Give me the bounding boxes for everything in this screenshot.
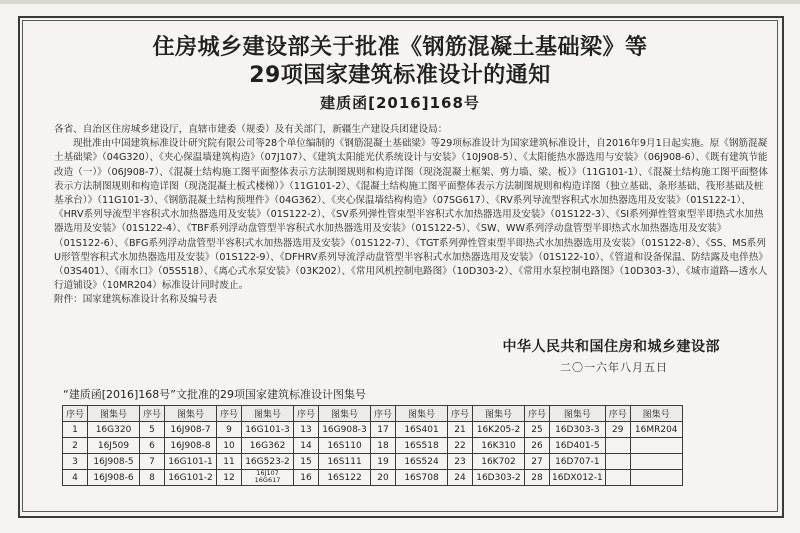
cell-seq: 25 bbox=[525, 422, 550, 438]
cell-atlas-number: 16J908-5 bbox=[88, 454, 140, 470]
cell-atlas-number: 16DX012-1 bbox=[550, 470, 606, 486]
cell-atlas-number: 16G362 bbox=[242, 438, 294, 454]
cell-atlas-number: 16K310 bbox=[473, 438, 525, 454]
scan-edge bbox=[0, 0, 800, 4]
table-row bbox=[63, 470, 683, 486]
cell-atlas-number: 16MR204 bbox=[630, 422, 682, 438]
notice-body bbox=[54, 123, 770, 308]
notice-title-line2: 29项国家建筑标准设计的通知 bbox=[249, 63, 551, 88]
cell-seq: 15 bbox=[294, 454, 319, 470]
table-caption: “建质函[2016]168号”文批准的29项国家建筑标准设计图集号 bbox=[63, 388, 366, 401]
cell-seq: 28 bbox=[525, 470, 550, 486]
cell-seq bbox=[605, 470, 630, 486]
cell-atlas-number bbox=[630, 454, 682, 470]
cell-seq: 20 bbox=[371, 470, 396, 486]
cell-seq: 10 bbox=[217, 438, 242, 454]
table-row bbox=[63, 454, 683, 470]
cell-seq: 21 bbox=[448, 422, 473, 438]
cell-atlas-number: 16G101-1 bbox=[165, 454, 217, 470]
cell-seq: 19 bbox=[371, 454, 396, 470]
cell-seq: 1 bbox=[63, 422, 88, 438]
cell-seq: 6 bbox=[140, 438, 165, 454]
cell-seq: 9 bbox=[217, 422, 242, 438]
table-header-row bbox=[63, 406, 683, 422]
cell-atlas-number bbox=[630, 438, 682, 454]
cell-atlas-number: 16J509 bbox=[88, 438, 140, 454]
cell-seq: 24 bbox=[448, 470, 473, 486]
header-code: 图集号 bbox=[242, 406, 294, 422]
header-seq: 序号 bbox=[605, 406, 630, 422]
table-body bbox=[63, 422, 683, 486]
header-code: 图集号 bbox=[473, 406, 525, 422]
header-code: 图集号 bbox=[319, 406, 371, 422]
cell-seq: 4 bbox=[63, 470, 88, 486]
cell-atlas-number bbox=[630, 470, 682, 486]
cell-seq: 29 bbox=[605, 422, 630, 438]
cell-atlas-number: 16K205-2 bbox=[473, 422, 525, 438]
notice-title-line1: 住房城乡建设部关于批准《钢筋混凝土基础梁》等 bbox=[152, 35, 648, 60]
cell-seq: 23 bbox=[448, 454, 473, 470]
cell-seq: 17 bbox=[371, 422, 396, 438]
cell-seq: 18 bbox=[371, 438, 396, 454]
header-seq: 序号 bbox=[63, 406, 88, 422]
header-code: 图集号 bbox=[88, 406, 140, 422]
cell-seq: 12 bbox=[217, 470, 242, 486]
header-code: 图集号 bbox=[396, 406, 448, 422]
cell-atlas-number: 16S122 bbox=[319, 470, 371, 486]
cell-seq: 26 bbox=[525, 438, 550, 454]
cell-atlas-number: 16G101-2 bbox=[165, 470, 217, 486]
cell-atlas-number: 16S524 bbox=[396, 454, 448, 470]
header-code: 图集号 bbox=[165, 406, 217, 422]
cell-atlas-number: 16J908-6 bbox=[88, 470, 140, 486]
cell-seq: 7 bbox=[140, 454, 165, 470]
cell-atlas-number: 16D707-1 bbox=[550, 454, 606, 470]
cell-seq: 22 bbox=[448, 438, 473, 454]
issuing-authority: 中华人民共和国住房和城乡建设部 bbox=[502, 339, 720, 355]
cell-seq: 27 bbox=[525, 454, 550, 470]
cell-atlas-number: 16J908-7 bbox=[165, 422, 217, 438]
header-seq: 序号 bbox=[371, 406, 396, 422]
cell-atlas-number: 16G523-2 bbox=[242, 454, 294, 470]
cell-seq: 5 bbox=[140, 422, 165, 438]
cell-seq: 3 bbox=[63, 454, 88, 470]
table-row bbox=[63, 438, 683, 454]
cell-seq bbox=[605, 454, 630, 470]
cell-atlas-number: 16J107 16G617 bbox=[242, 470, 294, 486]
cell-atlas-number: 16D303-2 bbox=[473, 470, 525, 486]
cell-seq: 8 bbox=[140, 470, 165, 486]
cell-atlas-number: 16D401-5 bbox=[550, 438, 606, 454]
cell-seq: 2 bbox=[63, 438, 88, 454]
salutation: 各省、自治区住房城乡建设厅，直辖市建委（规委）及有关部门，新疆生产建设兵团建设局： bbox=[54, 124, 448, 135]
header-code: 图集号 bbox=[550, 406, 606, 422]
cell-seq: 11 bbox=[217, 454, 242, 470]
approval-paragraph: 现批准由中国建筑标准设计研究院有限公司等28个单位编制的《钢筋混凝土基础梁》等29项标准设计为国家建筑标准设计，自2016年9月1日起实施。原《钢筋混凝土基础梁》（04G320）、《夹心保温墙建筑构造》（07J107）、《建筑太阳能光伏系统设计与安装》（10J908-5）、《太阳能热水器选用与安装》（06J908-6）、《既有建筑节能改造（一）》（06J908-7）、《混凝土结构施工图平面整体表示方法制图规则和构造详图（现浇混凝土框架、剪力墙、梁、板）》（11G101-1）、《混凝土结构施工图平面整体表示方法制图规则和构造详图（现浇混凝土板式楼梯）》（11G101-2）、《混凝土结构施工图平面整体表示方法制图规则和构造详图（独立基础、条形基础、筏形基础及桩基承台）》（11G101-3）、《钢筋混凝土结构预埋件》（04G362）、《夹心保温墙结构构造》（07SG617）、《RV系列导流型容积式水加热器选用及安装》（01S122-1）、《HRV系列导流型半容积式水加热器选用及安装》（01S122-2）、《SV系列弹性管束型半容积式水加热器选用及安装》（01S122-3）、《SI系列弹性管束型半即热式水加热器选用及安装》（01S122-4）、《TBF系列浮动盘管型半容积式水加热器选用及安装》（01S122-5）、《SW、WW系列浮动盘管型半即热式水加热器选用及安装》（01S122-6）、《BFG系列浮动盘管型半容积式水加热器选用及安装》（01S122-7）、《TGT系列弹性管束型半即热式水加热器选用及安装》（01S122-8）、《SS、MS系列U形管型容积式水加热器选用及安装》（01S122-9）、《DFHRV系列导流浮动盘管型半容积式水加热器选用及安装》（01S122-10）、《管道和设备保温、防结露及电伴热》（03S401）、《雨水口》（05S518）、《离心式水泵安装》（03K202）、《常用风机控制电路图》（10D303-2）、《常用水泵控制电路图》（10D303-3）、《城市道路—透水人行道铺设》（10MR204）标准设计同时废止。 bbox=[54, 138, 768, 292]
document-number: 建质函[2016]168号 bbox=[320, 94, 480, 112]
header-seq: 序号 bbox=[448, 406, 473, 422]
atlas-number-table bbox=[62, 405, 683, 486]
header-seq: 序号 bbox=[525, 406, 550, 422]
cell-atlas-number: 16S111 bbox=[319, 454, 371, 470]
header-seq: 序号 bbox=[217, 406, 242, 422]
cell-seq: 16 bbox=[294, 470, 319, 486]
cell-atlas-number: 16J908-8 bbox=[165, 438, 217, 454]
cell-atlas-number: 16G908-3 bbox=[319, 422, 371, 438]
attachment-note: 附件：国家建筑标准设计名称及编号表 bbox=[54, 294, 218, 306]
issue-date: 二〇一六年八月五日 bbox=[560, 361, 668, 374]
header-code: 图集号 bbox=[630, 406, 682, 422]
cell-seq: 14 bbox=[294, 438, 319, 454]
cell-atlas-number: 16K702 bbox=[473, 454, 525, 470]
cell-atlas-number: 16D303-3 bbox=[550, 422, 606, 438]
cell-atlas-number: 16G320 bbox=[88, 422, 140, 438]
cell-seq: 13 bbox=[294, 422, 319, 438]
cell-atlas-number: 16S708 bbox=[396, 470, 448, 486]
cell-atlas-number: 16S518 bbox=[396, 438, 448, 454]
header-seq: 序号 bbox=[140, 406, 165, 422]
cell-seq bbox=[605, 438, 630, 454]
cell-atlas-number: 16S110 bbox=[319, 438, 371, 454]
cell-atlas-number: 16S401 bbox=[396, 422, 448, 438]
cell-atlas-number: 16G101-3 bbox=[242, 422, 294, 438]
table-row bbox=[63, 422, 683, 438]
header-seq: 序号 bbox=[294, 406, 319, 422]
